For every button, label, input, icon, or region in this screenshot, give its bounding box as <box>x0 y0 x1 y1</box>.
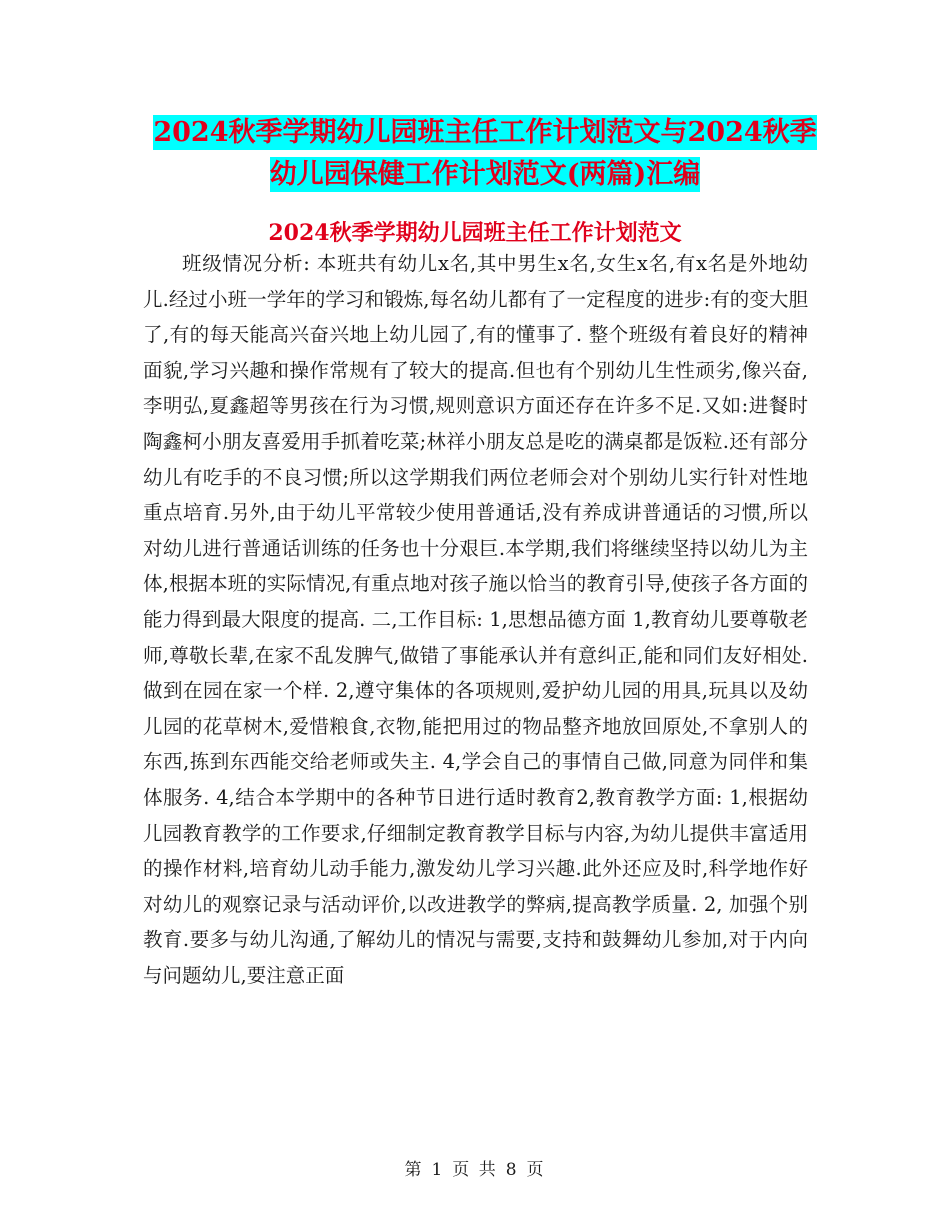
page-number-total: 8 <box>505 1160 519 1180</box>
page-number-prefix: 第 <box>404 1160 424 1180</box>
document-title <box>140 112 830 196</box>
page-footer <box>0 1155 950 1180</box>
body-paragraph: 班级情况分析: 本班共有幼儿x名,其中男生x名,女生x名,有x名是外地幼儿.经过小班一学年的学习和锻炼,每名幼儿都有了一定程度的进步:有的变大胆了,有的每天能高兴奋兴地上幼儿园了,有的懂事了. 整个班级有着良好的精神面貌,学习兴趣和操作常规有了较大的提高.但也有个别幼儿生性顽劣,像兴奋,李明弘,夏鑫超等男孩在行为习惯,规则意识方面还存在许多不足.又如:进餐时陶鑫柯小朋友喜爱用手抓着吃菜;林祥小朋友总是吃的满桌都是饭粒.还有部分幼儿有吃手的不良习惯;所以这学期我们两位老师会对个别幼儿实行针对性地重点培育.另外,由于幼儿平常较少使用普通话,没有养成讲普通话的习惯,所以对幼儿进行普通话训练的任务也十分艰巨.本学期,我们将继续坚持以幼儿为主体,根据本班的实际情况,有重点地对孩子施以恰当的教育引导,使孩子各方面的能力得到最大限度的提高. 二,工作目标: 1,思想品德方面 1,教育幼儿要尊敬老师,尊敬长辈,在家不乱发脾气,做错了事能承认并有意纠正,能和同们友好相处.做到在园在家一个样. 2,遵守集体的各项规则,爱护幼儿园的用具,玩具以及幼儿园的花草树木,爱惜粮食,衣物,能把用过的物品整齐地放回原处,不拿别人的东西,拣到东西能交给老师或失主. 4,学会自己的事情自己做,同意为同伴和集体服务. 4,结合本学期中的各种节日进行适时教育2,教育教学方面: 1,根据幼儿园教育教学的工作要求,仔细制定教育教学目标与内容,为幼儿提供丰富适用的操作材料,培育幼儿动手能力,激发幼儿学习兴趣.此外还应及时,科学地作好对幼儿的观察记录与活动评价,以改进教学的弊病,提高教学质量. 2, 加强个别教育.要多与幼儿沟通,了解幼儿的情况与需要,支持和鼓舞幼儿参加,对于内向与问题幼儿,要注意正面 <box>143 252 808 987</box>
document-title-line-1: 2024秋季学期幼儿园班主任工作计划范文与2024秋季 <box>153 117 817 148</box>
page-number-suffix: 页 <box>526 1160 546 1180</box>
page-number-current: 1 <box>431 1160 445 1180</box>
page-number-mid: 页 共 <box>452 1160 498 1180</box>
document-title-line-2: 幼儿园保健工作计划范文(两篇)汇编 <box>269 159 701 190</box>
section-title: 2024秋季学期幼儿园班主任工作计划范文 <box>268 220 682 246</box>
